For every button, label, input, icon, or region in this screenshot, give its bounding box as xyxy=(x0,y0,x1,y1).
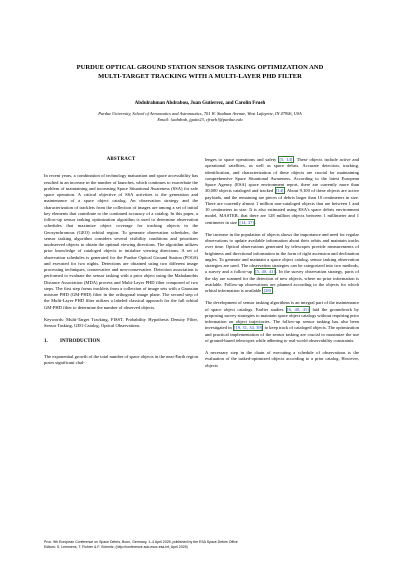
keywords: Keywords: Multi-Target Tracking, FISST, Probability Hypothesis Density Filter, Sensor Tasking, GEO Catalog, Optical Observations. xyxy=(44,316,198,328)
left-column xyxy=(44,157,198,372)
text-run: laid the groundwork by proposing survey strategies to maintain space object catalogs without requiring prior information on object trajectories. The follow-up sensor tasking has also been investigated in xyxy=(205,306,359,331)
title-line-2: MULTI-TARGET TRACKING WITH A MULTI-LAYER PHD FILTER xyxy=(98,72,302,80)
citation-link[interactable]: [5, 40, 41] xyxy=(254,269,275,275)
paragraph-2 xyxy=(205,232,359,295)
text-run: . About 9,100 of these objects are active payloads, and the remaining are pieces of debris larger than 10 centimeters in size. There are currently almost 1 million non-cataloged objects that are between 1 and 10 centimeters in size. It is also estimated using ESA's space debris environment model, MASTER, that there are 128 million objects between 1 millimeter and 1 centimeter in size xyxy=(205,188,360,225)
citation-link[interactable]: [6, 40, 41] xyxy=(287,306,309,312)
citation-link[interactable]: [28] xyxy=(263,288,272,293)
paper-title xyxy=(50,64,350,81)
affiliation-line-1: Purdue University, School of Aeronautics and Astronautics, 701 W. Stadium Avenue, West Lafayette, IN 47906, USA xyxy=(98,111,302,116)
text-run: . In the survey observation strategy, parts of the sky are scanned for the detection of new objects, where no prior information is available. Follow-up observations are planned according to the objects for which orbital information is available xyxy=(205,269,359,293)
citation-link[interactable]: [14, 37] xyxy=(239,219,254,225)
text-run: The development of sensor tasking algorithms is an integral part of the maintenance of space object catalogs. Earlier studies xyxy=(205,300,359,312)
right-column xyxy=(205,157,359,375)
author-list: Abdulrahman Abdrabou, Juan Gutierrez, and Carolin Frueh xyxy=(134,101,266,106)
abstract-heading: ABSTRACT xyxy=(106,157,136,162)
text-run: . xyxy=(255,219,257,225)
intro-title: INTRODUCTION xyxy=(60,339,101,345)
affiliation-email: Email: {aabdrab, jgutie23, cfrueh}@purdue.edu xyxy=(157,117,243,122)
title-line-1: PURDUE OPTICAL GROUND STATION SENSOR TASKING OPTIMIZATION AND xyxy=(76,64,324,71)
footer-editors: Editors: S. Lemmens, T. Flohrer & F. Schmitz, (http://conference.sdo.esoc.esa.int, April 2025) xyxy=(44,545,188,549)
intro-heading xyxy=(44,339,198,345)
page-footer xyxy=(44,540,364,550)
citation-link[interactable]: [14] xyxy=(275,188,284,194)
text-run: . xyxy=(272,288,274,293)
text-run: The increase in the population of objects shows the importance and need for regular observations to update available information about their orbits and maintain tracks over time. Optical observations generated by telescopes provide measurements of brightness and directional information in the form of right ascension and declination angles. To generate and maintain a space object catalog, sensor tasking observation strategies are used. The observation strategies can be categorized into two methods, a survey and a follow-up xyxy=(205,231,359,275)
footer-proceedings: Proc. 9th European Conference on Space Debris, Bonn, Germany, 1–4 April 2025, published by the ESA Space Debris Office xyxy=(44,540,238,544)
intro-body: The exponential growth of the total number of space objects in the near-Earth region poses significant chal- xyxy=(44,353,198,365)
paragraph-1 xyxy=(205,157,359,226)
paragraph-3 xyxy=(205,300,359,344)
abstract-body: In recent years, a combination of technology maturation and space accessibility has resulted in an increase in the number of launches, which continues to exacerbate the problem of maintaining and increasing Space Situational Awareness (SSA) for safe space operation. A critical objective of SSA activities is the generation and maintenance of a space object catalog. An observation strategy and the characterization of tracklets from the collection of images are among a set of initial key elements that contribute to the continued accuracy of a catalog. In this paper, a follow-up sensor tasking optimization algorithm is used to determine observation schedules that maximize object coverage for tracking objects in the Geosynchronous (GEO) orbital region. To generate observation schedules, the sensor tasking algorithm considers several visibility conditions and prioritizes unobserved objects to obtain the optimal viewing directions. The algorithm utilizes prior knowledge of cataloged objects to initialize viewing directions. A set of observation schedules is generated for the Purdue Optical Ground Station (POGS) and executed for two nights. Detections are obtained using two different image processing techniques, conservative and non-conservative. Detection association is performed to evaluate the sensor tasking with a prior object using the Mahalanobis Distance Association (MDA) process and Multi-Layer PHD filter composed of two steps. The first step forms tracklets from a collection of image sets with a Gaussian mixture PHD (GM-PHD) filter in the orthogonal image plane. The second step of the Multi-Layer PHD filter utilizes a labeled classical approach for the full orbital GM-PHD filter to determine the number of observed objects. xyxy=(44,173,198,310)
intro-number: 1. xyxy=(44,339,48,345)
paragraph-4: A necessary step in the chain of executing a schedule of observations is the evaluation of the tasked-optimized objects according to a prior catalog. However, objects xyxy=(205,350,359,368)
citation-link[interactable]: [5, 14] xyxy=(279,157,293,162)
text-run: lenges to space operations and safety xyxy=(205,157,279,162)
affiliation xyxy=(40,111,360,123)
citation-link[interactable]: [19, 31, 34, 39] xyxy=(234,325,263,331)
text-run: to keep track of cataloged objects. The optimization and practical implementation of the sensor tasking are crucial to maximize the use of ground-based telescopes while adhering to real-world observability constraints. xyxy=(205,325,359,343)
text-run: . These objects include active and operational satellites, as well as space debris. Accurate detection, tracking, identification, and characterization of these objects are crucial for maintaining comprehensive Space Situational Awareness. According to the latest European Space Agency (ESA) space environment report, there are currently more than 30,000 objects cataloged and tracked xyxy=(205,157,359,194)
